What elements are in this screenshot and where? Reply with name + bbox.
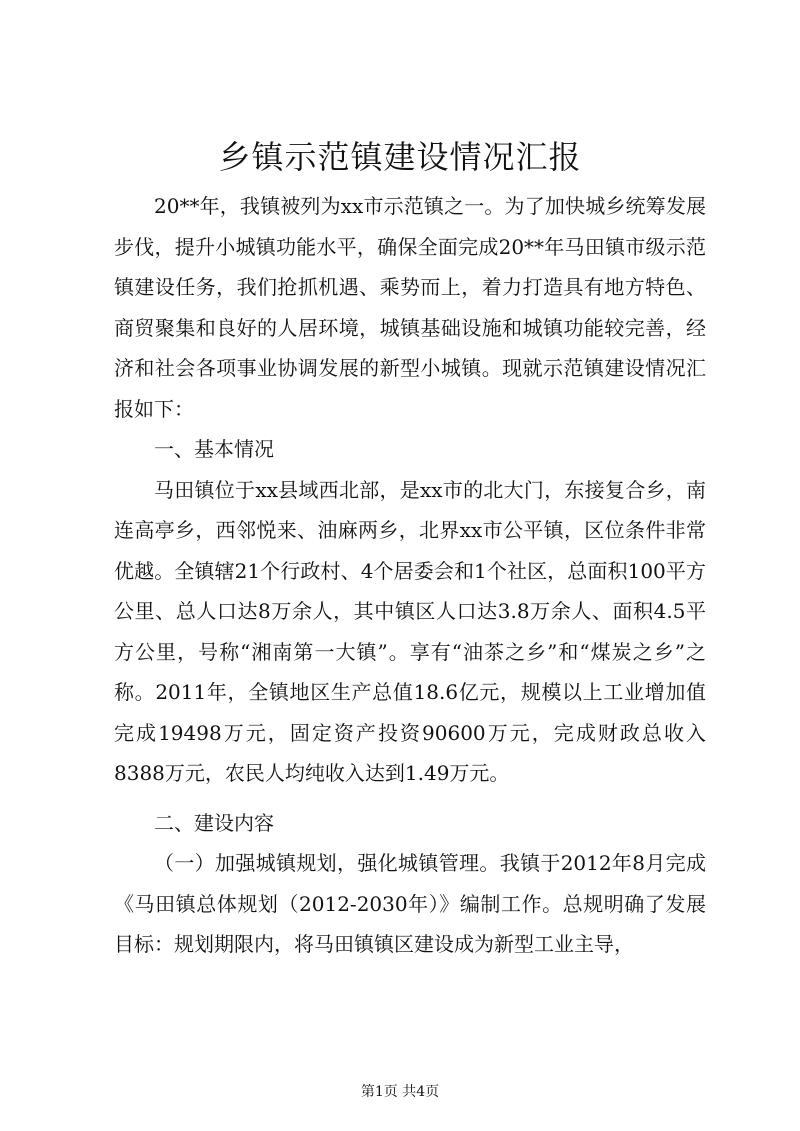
paragraph-basic-info: 马田镇位于xx县域西北部，是xx市的北大门，东接复合乡，南连高亭乡，西邻悦来、油麻两乡，北界xx市公平镇，区位条件非常优越。全镇辖21个行政村、4个居委会和1个社区，总面积100平方公里、总人口达8万余人，其中镇区人口达3.8万余人、面积4.5平方公里，号称“湘南第一大镇”。享有“油茶之乡”和“煤炭之乡”之称。2011年，全镇地区生产总值18.6亿元，规模以上工业增加值完成19498万元，固定资产投资90600万元，完成财政总收入8388万元，农民人均纯收入达到1.49万元。 (114, 477, 706, 785)
section-heading-construction: 二、建设内容 (154, 810, 274, 835)
section-heading-basic: 一、基本情况 (154, 437, 274, 461)
paragraph-planning: （一）加强城镇规划，强化城镇管理。我镇于2012年8月完成《马田镇总体规划（2012-2030年）》编制工作。总规明确了发展目标：规划期限内，将马田镇镇区建设成为新型工业主导， (114, 851, 706, 956)
page-title: 乡镇示范镇建设情况汇报 (218, 138, 582, 176)
document-body (114, 186, 706, 965)
page-footer: 第1页 共4页 (360, 1084, 440, 1100)
paragraph-intro: 20**年，我镇被列为xx市示范镇之一。为了加快城乡统筹发展步伐，提升小城镇功能水平，确保全面完成20**年马田镇市级示范镇建设任务，我们抢抓机遇、乘势而上，着力打造具有地方特色、商贸聚集和良好的人居环境，城镇基础设施和城镇功能较完善，经济和社会各项事业协调发展的新型小城镇。现就示范镇建设情况汇报如下： (114, 194, 706, 421)
